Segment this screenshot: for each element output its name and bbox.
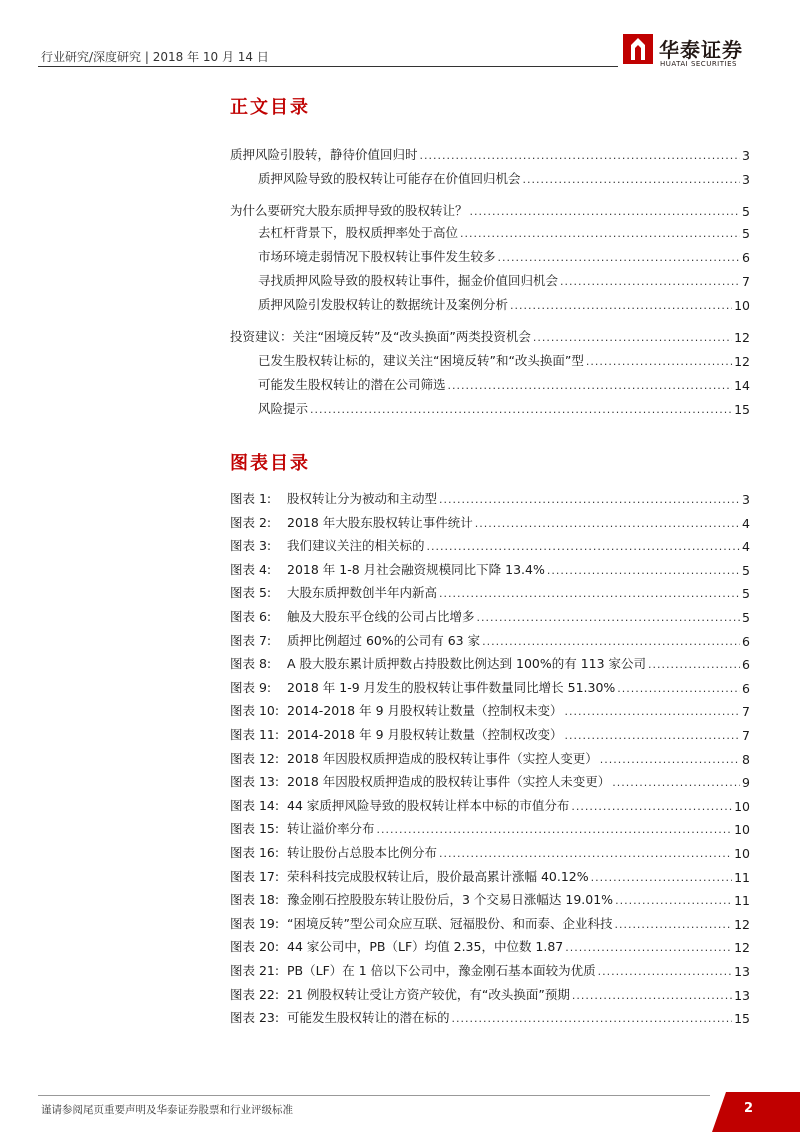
figure-number: 图表 22: bbox=[230, 987, 280, 1002]
toc-subentry[interactable] bbox=[258, 373, 750, 393]
figure-entry-text bbox=[230, 725, 563, 743]
figure-number: 图表 17: bbox=[230, 869, 280, 884]
leader-dots bbox=[533, 330, 732, 345]
figure-entry-page: 15 bbox=[734, 1011, 750, 1026]
figure-caption: 21 例股权转让受让方资产较优，有“改头换面”预期 bbox=[287, 987, 570, 1002]
figure-entry[interactable] bbox=[230, 676, 750, 696]
figure-entry[interactable] bbox=[230, 511, 750, 531]
figure-entry[interactable] bbox=[230, 959, 750, 979]
figure-entry-page: 11 bbox=[734, 893, 750, 908]
toc-entry-page: 5 bbox=[742, 226, 750, 241]
toc-entry-page: 12 bbox=[734, 330, 750, 345]
toc-entry-page: 7 bbox=[742, 274, 750, 289]
figure-entry-text bbox=[230, 583, 437, 601]
figure-caption: 2014-2018 年 9 月股权转让数量（控制权未变） bbox=[287, 703, 563, 718]
figure-entry[interactable] bbox=[230, 794, 750, 814]
figure-number: 图表 13: bbox=[230, 774, 280, 789]
figure-entry[interactable] bbox=[230, 605, 750, 625]
toc-entry-label: 质押风险引股转，静待价值回归时 bbox=[230, 147, 418, 162]
leader-dots bbox=[572, 988, 732, 1003]
logo-english-name: HUATAI SECURITIES bbox=[660, 60, 737, 68]
figure-entry[interactable] bbox=[230, 888, 750, 908]
figure-caption: 2018 年大股东股权转让事件统计 bbox=[287, 515, 473, 530]
figure-entry-text bbox=[230, 489, 437, 507]
figure-entry[interactable] bbox=[230, 699, 750, 719]
figure-entry[interactable] bbox=[230, 534, 750, 554]
figure-number: 图表 10: bbox=[230, 703, 280, 718]
figure-entry-text bbox=[230, 749, 598, 767]
toc-entry-page: 3 bbox=[742, 148, 750, 163]
figure-number: 图表 3: bbox=[230, 538, 272, 553]
figure-entry-text bbox=[230, 985, 570, 1003]
figure-caption: 质押比例超过 60%的公司有 63 家 bbox=[287, 633, 481, 648]
toc-entry-label: 质押风险引发股权转让的数据统计及案例分析 bbox=[258, 297, 509, 312]
figure-entry[interactable] bbox=[230, 558, 750, 578]
toc-entry-label: 可能发生股权转让的潜在公司筛选 bbox=[258, 377, 446, 392]
figure-entry[interactable] bbox=[230, 983, 750, 1003]
figure-entry[interactable] bbox=[230, 770, 750, 790]
figure-number: 图表 7: bbox=[230, 633, 272, 648]
toc-entry-label: 为什么要研究大股东质押导致的股权转让？ bbox=[230, 203, 468, 218]
figure-entry-text bbox=[230, 937, 563, 955]
figure-number: 图表 1: bbox=[230, 491, 272, 506]
figure-number: 图表 18: bbox=[230, 892, 280, 907]
leader-dots bbox=[477, 610, 741, 625]
figure-caption: 可能发生股权转让的潜在标的 bbox=[287, 1010, 450, 1025]
figure-entry[interactable] bbox=[230, 912, 750, 932]
figure-entry-text bbox=[230, 701, 563, 719]
figure-entry-page: 3 bbox=[742, 492, 750, 507]
figure-entry-page: 4 bbox=[742, 539, 750, 554]
figure-number: 图表 4: bbox=[230, 562, 272, 577]
figure-entry-page: 9 bbox=[742, 775, 750, 790]
figure-entry-page: 5 bbox=[742, 610, 750, 625]
figure-entry-page: 7 bbox=[742, 704, 750, 719]
huatai-logo-icon bbox=[623, 34, 653, 64]
figure-entry[interactable] bbox=[230, 935, 750, 955]
figure-caption: 转让股份占总股本比例分布 bbox=[287, 845, 438, 860]
leader-dots bbox=[452, 1011, 733, 1026]
toc-entry[interactable] bbox=[230, 325, 750, 345]
toc-title: 正文目录 bbox=[230, 97, 310, 118]
leader-dots bbox=[460, 226, 740, 241]
toc-entry-page: 6 bbox=[742, 250, 750, 265]
figure-number: 图表 12: bbox=[230, 751, 280, 766]
figure-entry-text bbox=[230, 914, 612, 932]
figure-caption: 股权转让分为被动和主动型 bbox=[287, 491, 438, 506]
figure-caption: 转让溢价率分布 bbox=[287, 821, 375, 836]
toc-subentry[interactable] bbox=[258, 293, 750, 313]
leader-dots bbox=[377, 822, 733, 837]
figure-caption: 2014-2018 年 9 月股权转让数量（控制权改变） bbox=[287, 727, 563, 742]
leader-dots bbox=[648, 657, 740, 672]
header-divider bbox=[38, 66, 618, 67]
figure-caption: 2018 年因股权质押造成的股权转让事件（实控人变更） bbox=[287, 751, 598, 766]
figure-entry-page: 13 bbox=[734, 988, 750, 1003]
figure-caption: 44 家质押风险导致的股权转让样本中标的市值分布 bbox=[287, 798, 570, 813]
figure-entry-page: 10 bbox=[734, 822, 750, 837]
figure-entry-page: 10 bbox=[734, 846, 750, 861]
leader-dots bbox=[310, 402, 732, 417]
leader-dots bbox=[615, 893, 732, 908]
leader-dots bbox=[439, 492, 740, 507]
toc-subentry[interactable] bbox=[258, 221, 750, 241]
page-number-tab bbox=[712, 1092, 800, 1132]
figure-entry-text bbox=[230, 1008, 450, 1026]
leader-dots bbox=[614, 917, 732, 932]
leader-dots bbox=[565, 940, 732, 955]
figure-caption: 我们建议关注的相关标的 bbox=[287, 538, 425, 553]
leader-dots bbox=[586, 354, 732, 369]
toc-entry-page: 12 bbox=[734, 354, 750, 369]
figure-entry-page: 6 bbox=[742, 634, 750, 649]
toc-subentry[interactable] bbox=[258, 269, 750, 289]
toc-entry-label: 质押风险导致的股权转让可能存在价值回归机会 bbox=[258, 171, 521, 186]
leader-dots bbox=[612, 775, 740, 790]
figure-entry-text bbox=[230, 796, 569, 814]
figure-caption: PB（LF）在 1 倍以下公司中，豫金刚石基本面较为优质 bbox=[287, 963, 596, 978]
figure-entry-text bbox=[230, 560, 545, 578]
toc-entry-label: 已发生股权转让标的，建议关注“困境反转”和“改头换面”型 bbox=[258, 353, 584, 368]
figure-caption: 2018 年 1-9 月发生的股权转让事件数量同比增长 51.30% bbox=[287, 680, 616, 695]
figure-entry-text bbox=[230, 890, 613, 908]
leader-dots bbox=[439, 846, 732, 861]
figure-caption: A 股大股东累计质押数占持股数比例达到 100%的有 113 家公司 bbox=[287, 656, 647, 671]
company-logo bbox=[623, 34, 763, 70]
toc-entry-page: 10 bbox=[734, 298, 750, 313]
leader-dots bbox=[565, 704, 741, 719]
figure-entry-page: 5 bbox=[742, 586, 750, 601]
figure-entry[interactable] bbox=[230, 865, 750, 885]
figure-entry-page: 11 bbox=[734, 870, 750, 885]
toc-entry-page: 14 bbox=[734, 378, 750, 393]
figure-number: 图表 14: bbox=[230, 798, 280, 813]
toc-subentry[interactable] bbox=[258, 245, 750, 265]
toc-entry[interactable] bbox=[230, 199, 750, 219]
toc-entry-page: 15 bbox=[734, 402, 750, 417]
figure-entry-page: 8 bbox=[742, 752, 750, 767]
figure-entry-text bbox=[230, 867, 589, 885]
figure-entry-text bbox=[230, 772, 610, 790]
figure-number: 图表 11: bbox=[230, 727, 280, 742]
figure-number: 图表 21: bbox=[230, 963, 280, 978]
toc-entry-page: 3 bbox=[742, 172, 750, 187]
leader-dots bbox=[439, 586, 740, 601]
page-number: 2 bbox=[744, 1101, 754, 1116]
figure-entry-text bbox=[230, 819, 375, 837]
figure-number: 图表 8: bbox=[230, 656, 272, 671]
figure-entry[interactable] bbox=[230, 629, 750, 649]
figure-entry-text bbox=[230, 607, 475, 625]
leader-dots bbox=[600, 752, 740, 767]
figure-entry-text bbox=[230, 843, 437, 861]
figure-entry-page: 10 bbox=[734, 799, 750, 814]
figure-caption: 荣科科技完成股权转让后，股价最高累计涨幅 40.12% bbox=[287, 869, 589, 884]
figure-entry-page: 4 bbox=[742, 516, 750, 531]
leader-dots bbox=[498, 250, 741, 265]
figure-caption: 2018 年因股权质押造成的股权转让事件（实控人未变更） bbox=[287, 774, 611, 789]
leader-dots bbox=[617, 681, 740, 696]
figure-entry-text bbox=[230, 536, 425, 554]
leader-dots bbox=[571, 799, 732, 814]
toc-subentry[interactable] bbox=[258, 349, 750, 369]
figure-entry-page: 6 bbox=[742, 681, 750, 696]
figure-entry-text bbox=[230, 961, 596, 979]
figure-number: 图表 2: bbox=[230, 515, 272, 530]
leader-dots bbox=[598, 964, 732, 979]
figure-entry-text bbox=[230, 678, 615, 696]
figure-entry-page: 6 bbox=[742, 657, 750, 672]
figure-entry-text bbox=[230, 654, 646, 672]
figure-caption: 触及大股东平仓线的公司占比增多 bbox=[287, 609, 475, 624]
leader-dots bbox=[475, 516, 740, 531]
figure-entry[interactable] bbox=[230, 581, 750, 601]
footer-disclaimer: 谨请参阅尾页重要声明及华泰证券股票和行业评级标准 bbox=[41, 1104, 293, 1116]
figure-entry-text bbox=[230, 513, 473, 531]
figure-entry[interactable] bbox=[230, 723, 750, 743]
figure-entry[interactable] bbox=[230, 817, 750, 837]
toc-entry-label: 风险提示 bbox=[258, 401, 309, 416]
figure-caption: 大股东质押数创半年内新高 bbox=[287, 585, 438, 600]
figure-entry[interactable] bbox=[230, 747, 750, 767]
leader-dots bbox=[510, 298, 732, 313]
leader-dots bbox=[420, 148, 741, 163]
toc-entry-label: 去杠杆背景下，股权质押率处于高位 bbox=[258, 225, 459, 240]
figure-entry[interactable] bbox=[230, 1006, 750, 1026]
leader-dots bbox=[565, 728, 741, 743]
toc-subentry[interactable] bbox=[258, 397, 750, 417]
leader-dots bbox=[448, 378, 733, 393]
toc-subentry[interactable] bbox=[258, 167, 750, 187]
header-breadcrumb: 行业研究/深度研究 | 2018 年 10 月 14 日 bbox=[41, 50, 269, 64]
figure-entry-page: 5 bbox=[742, 563, 750, 578]
figure-caption: 2018 年 1-8 月社会融资规模同比下降 13.4% bbox=[287, 562, 545, 577]
leader-dots bbox=[547, 563, 740, 578]
figure-entry-page: 12 bbox=[734, 917, 750, 932]
figure-entry[interactable] bbox=[230, 841, 750, 861]
footer-divider bbox=[38, 1095, 710, 1096]
figure-caption: 44 家公司中，PB（LF）均值 2.35，中位数 1.87 bbox=[287, 939, 564, 954]
figure-entry-page: 13 bbox=[734, 964, 750, 979]
leader-dots bbox=[523, 172, 741, 187]
figures-title: 图表目录 bbox=[230, 453, 310, 474]
figure-number: 图表 19: bbox=[230, 916, 280, 931]
toc-entry-page: 5 bbox=[742, 204, 750, 219]
figure-entry-page: 12 bbox=[734, 940, 750, 955]
toc-entry[interactable] bbox=[230, 143, 750, 163]
figure-number: 图表 5: bbox=[230, 585, 272, 600]
figure-number: 图表 15: bbox=[230, 821, 280, 836]
figure-entry-text bbox=[230, 631, 480, 649]
figure-number: 图表 9: bbox=[230, 680, 272, 695]
toc-entry-label: 市场环境走弱情况下股权转让事件发生较多 bbox=[258, 249, 496, 264]
leader-dots bbox=[427, 539, 741, 554]
leader-dots bbox=[470, 204, 741, 219]
leader-dots bbox=[560, 274, 740, 289]
leader-dots bbox=[591, 870, 732, 885]
leader-dots bbox=[482, 634, 740, 649]
figure-number: 图表 16: bbox=[230, 845, 280, 860]
figure-entry-page: 7 bbox=[742, 728, 750, 743]
toc-entry-label: 寻找质押风险导致的股权转让事件，掘金价值回归机会 bbox=[258, 273, 559, 288]
toc-entry-label: 投资建议：关注“困境反转”及“改头换面”两类投资机会 bbox=[230, 329, 531, 344]
figure-entry[interactable] bbox=[230, 652, 750, 672]
figure-number: 图表 6: bbox=[230, 609, 272, 624]
figure-caption: “困境反转”型公司众应互联、冠福股份、和而泰、企业科技 bbox=[287, 916, 613, 931]
logo-chinese-name: 华泰证券 bbox=[659, 38, 743, 62]
figure-number: 图表 23: bbox=[230, 1010, 280, 1025]
figure-number: 图表 20: bbox=[230, 939, 280, 954]
figure-caption: 豫金刚石控股股东转让股份后，3 个交易日涨幅达 19.01% bbox=[287, 892, 614, 907]
figure-entry[interactable] bbox=[230, 487, 750, 507]
